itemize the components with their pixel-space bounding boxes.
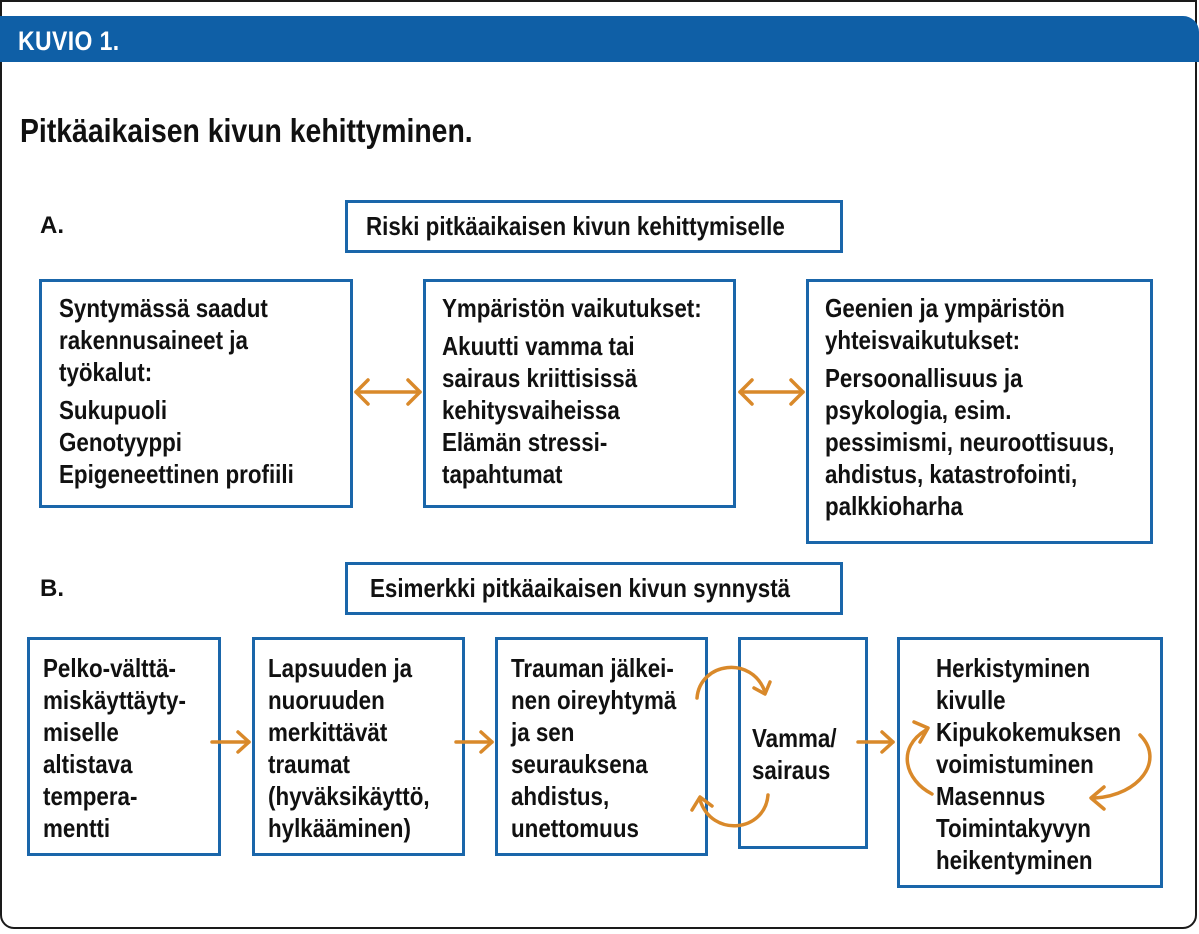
- box-item: psykologia, esim.: [825, 395, 1012, 425]
- box-line: sairaus: [752, 755, 831, 785]
- box-line: Pelko-välttä-: [43, 653, 176, 683]
- figure-title: Pitkäaikaisen kivun kehittyminen.: [20, 112, 473, 149]
- box-line: Vamma/: [752, 723, 837, 753]
- box-line: (hyväksikäyttö,: [268, 781, 430, 811]
- right-arrow-icon: [858, 732, 893, 752]
- box-line: nen oireyhtymä: [511, 685, 677, 715]
- box-line: Herkistyminen: [936, 653, 1091, 683]
- right-arrow-icon: [456, 732, 492, 752]
- box-line: merkittävät: [268, 717, 388, 747]
- box-line: ahdistus,: [511, 781, 610, 811]
- box-line: Kipukokemuksen: [936, 717, 1122, 747]
- box-line: seurauksena: [511, 749, 648, 779]
- box-line: hylkääminen): [268, 813, 411, 843]
- right-arrow-icon: [212, 732, 249, 752]
- box-item: sairaus kriittisissä: [442, 363, 638, 393]
- box-item: Elämän stressi-: [442, 427, 608, 457]
- box-item: Akuutti vamma tai: [442, 331, 635, 361]
- box-item: Epigeneettinen profiili: [59, 459, 294, 489]
- section-a-heading-text: Riski pitkäaikaisen kivun kehittymiselle: [366, 211, 785, 241]
- box-header-line: rakennusaineet ja: [59, 325, 248, 355]
- box-line: Lapsuuden ja: [268, 653, 413, 683]
- section-b-heading-text: Esimerkki pitkäaikaisen kivun synnystä: [370, 573, 791, 603]
- box-line: voimistuminen: [936, 749, 1094, 779]
- box-line: traumat: [268, 749, 351, 779]
- box-header-line: Ympäristön vaikutukset:: [442, 293, 702, 323]
- box-line: altistava: [43, 749, 133, 779]
- box-header-line: yhteisvaikutukset:: [825, 325, 1021, 355]
- figure-label: KUVIO 1.: [18, 26, 120, 56]
- section-a-letter: A.: [40, 212, 64, 239]
- box-line: miselle: [43, 717, 119, 747]
- section-b-letter: B.: [40, 575, 64, 602]
- box-line: mentti: [43, 813, 111, 843]
- cycle-arrow-icon: [1091, 735, 1150, 809]
- box-line: heikentyminen: [936, 845, 1093, 875]
- box-line: ja sen: [511, 717, 575, 747]
- box-line: Masennus: [936, 781, 1046, 811]
- box-item: pessimismi, neuroottisuus,: [825, 427, 1115, 457]
- box-item: palkkioharha: [825, 491, 963, 521]
- box-item: kehitysvaiheissa: [442, 395, 620, 425]
- box-line: Trauman jälkei-: [511, 653, 674, 683]
- box-header-line: Syntymässä saadut: [59, 293, 268, 323]
- box-item: Persoonallisuus ja: [825, 363, 1023, 393]
- box-line: nuoruuden: [268, 685, 385, 715]
- box-line: miskäyttäyty-: [43, 685, 186, 715]
- double-arrow-icon: [740, 380, 803, 404]
- box-item: Sukupuoli: [59, 395, 168, 425]
- cycle-arrow-icon: [692, 795, 768, 826]
- box-item: Genotyyppi: [59, 427, 182, 457]
- box-line: tempera-: [43, 781, 138, 811]
- box-line: kivulle: [936, 685, 1006, 715]
- box-line: unettomuus: [511, 813, 639, 843]
- box-line: Toimintakyvyn: [936, 813, 1091, 843]
- box-header-line: Geenien ja ympäristön: [825, 293, 1065, 323]
- box-item: ahdistus, katastrofointi,: [825, 459, 1078, 489]
- cycle-arrow-icon: [697, 667, 770, 698]
- box-header-line: työkalut:: [59, 357, 153, 387]
- box-item: tapahtumat: [442, 459, 563, 489]
- cycle-arrow-icon: [907, 722, 932, 794]
- double-arrow-icon: [356, 380, 420, 404]
